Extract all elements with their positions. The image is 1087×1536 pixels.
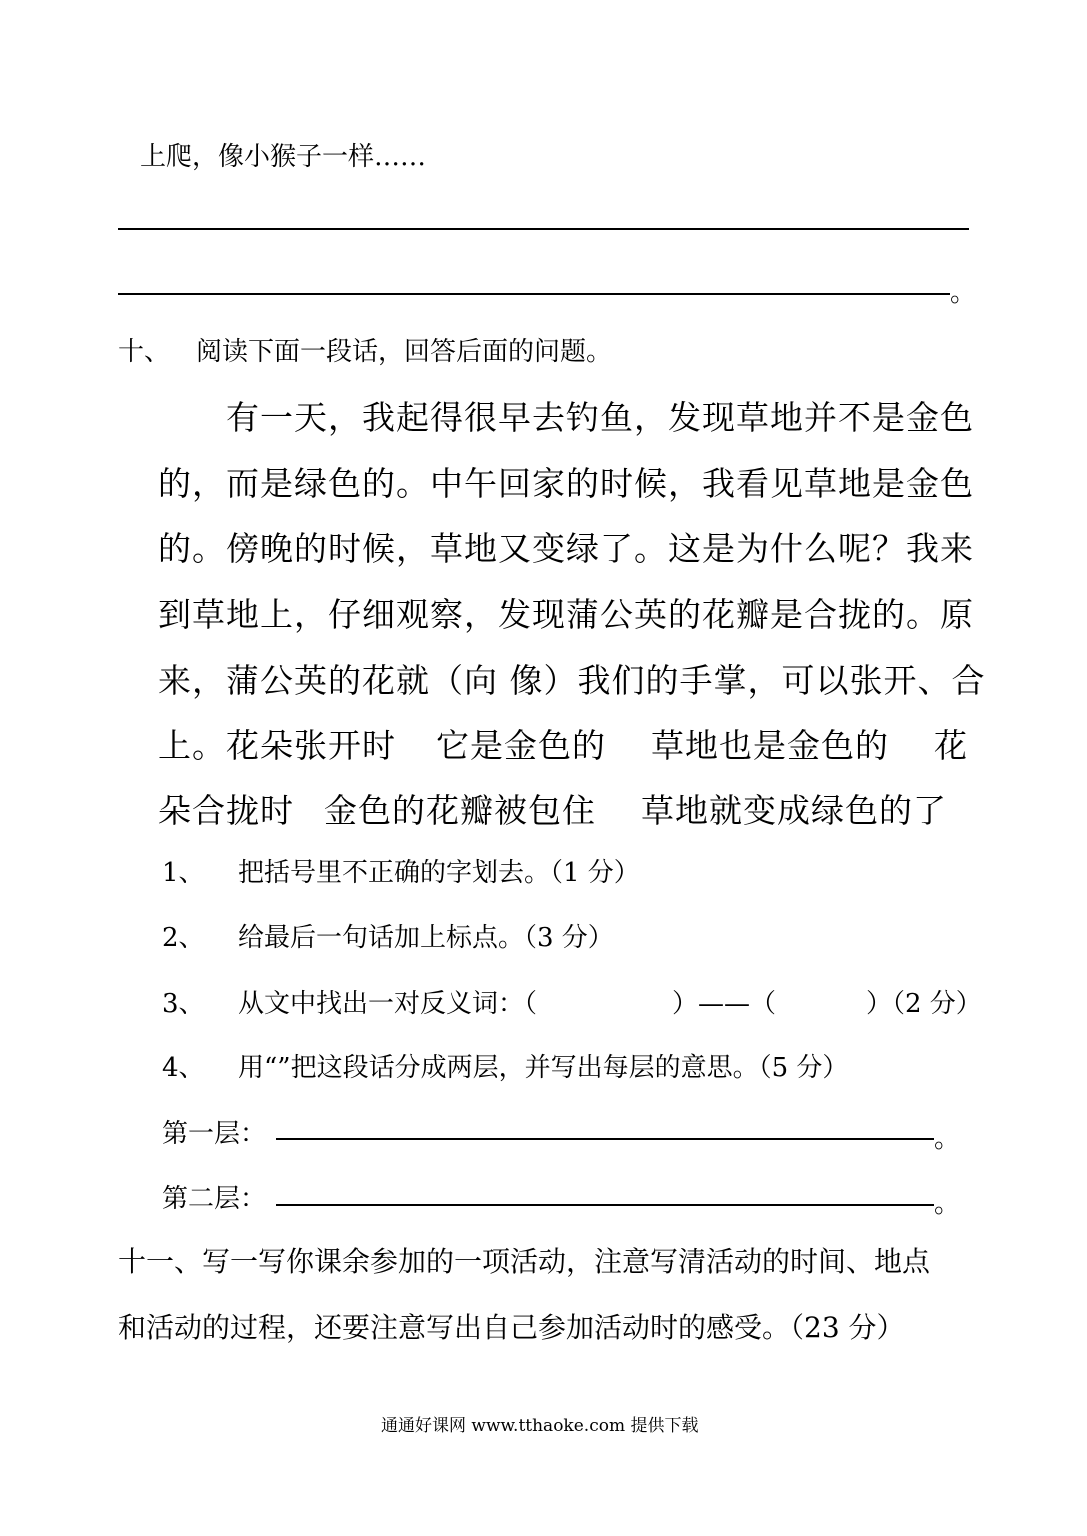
passage-line-7-seg-2: 金色的花瓣被包住	[324, 791, 596, 830]
question-3-end: ）（2 分）	[866, 989, 982, 1019]
answer-end-period: 。	[950, 278, 977, 308]
question-3-number: 3、	[162, 989, 205, 1019]
section11-line-2: 和活动的过程，还要注意写出自己参加活动时的感受。（23 分）	[118, 1311, 905, 1344]
question-4-number: 4、	[162, 1053, 205, 1083]
passage-line-2: 的，而是绿色的。中午回家的时候，我看见草地是金色	[158, 464, 974, 503]
passage-line-3: 的。傍晚的时候，草地又变绿了。这是为什么呢？我来	[158, 529, 974, 568]
layer-2-period: 。	[934, 1189, 961, 1219]
layer-2-label: 第二层：	[162, 1184, 267, 1214]
footer-text: 通通好课网 www.tthaoke.com 提供下载	[381, 1416, 699, 1436]
passage-line-1: 有一天，我起得很早去钓鱼，发现草地并不是金色	[226, 398, 974, 437]
section10-heading: 阅读下面一段话，回答后面的问题。	[196, 337, 613, 367]
question-3-text: 从文中找出一对反义词：（	[238, 989, 538, 1019]
passage-line-6-seg-4: 花	[934, 726, 968, 765]
question-1-number: 1、	[162, 858, 205, 888]
passage-line-6-seg-3: 草地也是金色的	[651, 726, 889, 765]
passage-line-7-seg-3: 草地就变成绿色的了	[641, 791, 947, 830]
answer-line-2	[118, 293, 950, 295]
layer-1-period: 。	[934, 1124, 961, 1154]
question-2-number: 2、	[162, 923, 205, 953]
passage-line-5: 来，蒲公英的花就（向 像）我们的手掌，可以张开、合	[158, 661, 986, 700]
layer-2-answer-line[interactable]	[276, 1204, 934, 1206]
layer-1-label: 第一层：	[162, 1119, 267, 1149]
passage-line-4: 到草地上，仔细观察，发现蒲公英的花瓣是合拢的。原	[158, 595, 974, 634]
question-2-text: 给最后一句话加上标点。（3 分）	[238, 923, 614, 953]
question-3-mid: ）——（	[672, 989, 777, 1019]
passage-line-6-seg-2: 它是金色的	[436, 726, 606, 765]
layer-1-answer-line[interactable]	[276, 1138, 934, 1140]
continuation-text: 上爬，像小猴子一样……	[140, 142, 427, 172]
answer-line-1	[118, 228, 969, 230]
question-4-text: 用“”把这段话分成两层，并写出每层的意思。（5 分）	[238, 1053, 849, 1083]
section11-line-1: 十一、写一写你课余参加的一项活动，注意写清活动的时间、地点	[118, 1245, 931, 1278]
section10-number: 十、	[118, 337, 171, 367]
passage-line-7-seg-1: 朵合拢时	[158, 791, 294, 830]
passage-line-6-seg-1: 上。花朵张开时	[158, 726, 396, 765]
question-1-text: 把括号里不正确的字划去。（1 分）	[238, 858, 640, 888]
